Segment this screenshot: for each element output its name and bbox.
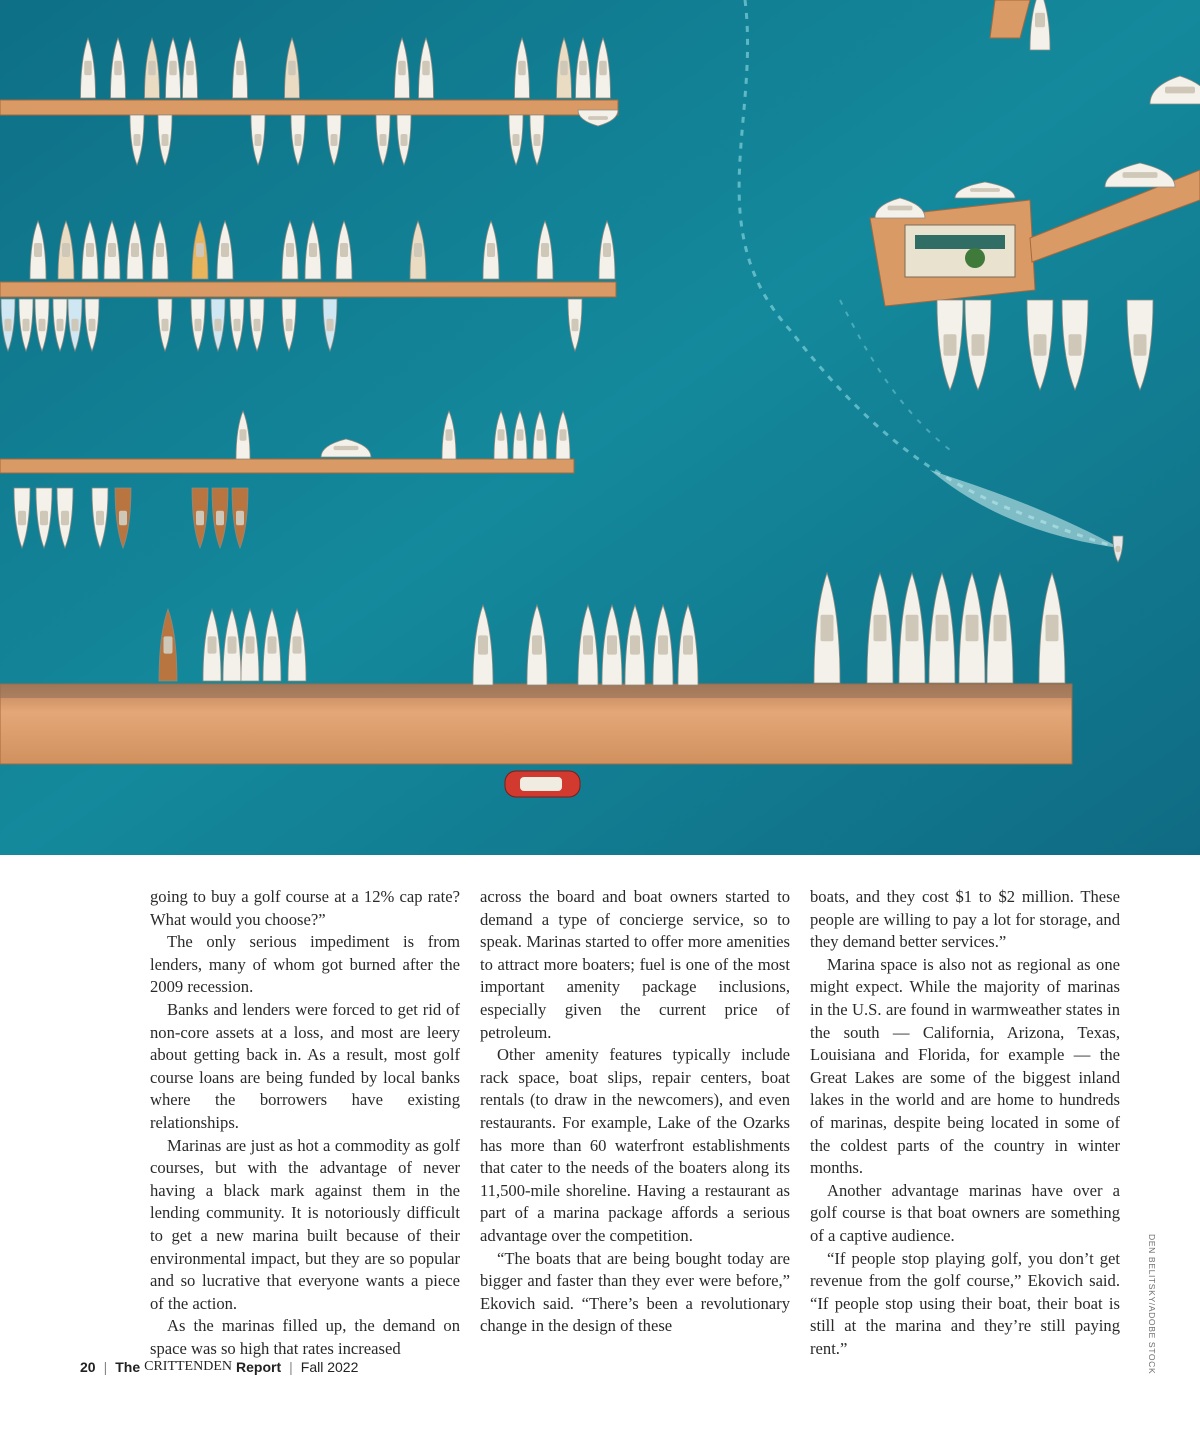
clubhouse xyxy=(905,225,1015,277)
pier xyxy=(0,282,616,297)
publication-name: CRITTENDEN xyxy=(144,1359,232,1374)
article-column-3 xyxy=(810,886,1120,1360)
main-pier-edge xyxy=(0,684,1072,698)
article-column-1 xyxy=(150,886,460,1360)
article-paragraph: The only serious impediment is from lenders, many of whom got burned after the 2009 recession. xyxy=(150,932,460,997)
footer-divider: | xyxy=(103,1359,108,1375)
clubhouse-roof xyxy=(915,235,1005,249)
article-paragraph: As the marinas filled up, the demand on space was so high that rates increased xyxy=(150,1316,460,1358)
page-footer xyxy=(80,1357,358,1377)
red-tender-cabin xyxy=(520,777,562,791)
pier xyxy=(0,459,574,473)
article-paragraph: “The boats that are being bought today are bigger and faster than they ever were before,” Ekovich said. “There’s been a revolutionary change in the design of these xyxy=(480,1248,790,1336)
publication-report: Report xyxy=(236,1359,282,1375)
palm-tree xyxy=(965,248,985,268)
article-paragraph: Another advantage marinas have over a golf course is that boat owners are something of a captive audience. xyxy=(810,1180,1120,1245)
article-paragraph: across the board and boat owners started to demand a type of concierge service, so to speak. Marinas started to offer more amenities to attract more boaters; fuel is one of the most important amenity package inclusions, especially given the current price of petroleum. xyxy=(480,887,790,1042)
publication-the: The xyxy=(115,1359,141,1375)
article-paragraph: Banks and lenders were forced to get rid of non-core assets at a loss, and most are leery about getting back in. As a result, most golf course loans are being funded by local banks where the borrowers have existing relationships. xyxy=(150,999,460,1132)
article-paragraph: boats, and they cost $1 to $2 million. These people are willing to pay a lot for storage, and they demand better services.” xyxy=(810,887,1120,952)
pier xyxy=(0,100,618,115)
issue-date: Fall 2022 xyxy=(300,1359,359,1375)
photo-credit: DEN BELITSKY/ADOBE STOCK xyxy=(1147,1234,1157,1375)
article-paragraph: Marinas are just as hot a commodity as golf courses, but with the advantage of never having a black mark against them in the lending community. It is notoriously difficult to get a new marina built because of their environmental impact, but they are so popular and so lucrative that everyone wants a piece of the action. xyxy=(150,1135,460,1313)
article-paragraph: “If people stop playing golf, you don’t get revenue from the golf course,” Ekovich said. “If people stop using their boat, their boat is still at the marina and they’re still paying rent.” xyxy=(810,1248,1120,1358)
page-number: 20 xyxy=(80,1359,96,1375)
article-paragraph: going to buy a golf course at a 12% cap rate? What would you choose?” xyxy=(150,887,460,929)
article-paragraph: Marina space is also not as regional as one might expect. While the majority of marinas in the U.S. are found in warmweather states in the south — California, Arizona, Texas, Louisiana and Florida, for example — the Great Lakes are some of the biggest inland lakes in the world and are home to hundreds of marinas, despite being located in some of the coldest parts of the country in winter months. xyxy=(810,954,1120,1178)
footer-divider: | xyxy=(289,1359,293,1375)
article-column-2 xyxy=(480,886,790,1338)
article-paragraph: Other amenity features typically include rack space, boat slips, repair centers, boat rentals (to draw in the newcomers), and even restaurants. For example, Lake of the Ozarks has more than 60 waterfront establishments that cater to the needs of the boaters along its 11,500-mile shoreline. Having a restaurant as part of a marina package affords a serious advantage over the competition. xyxy=(480,1045,790,1245)
